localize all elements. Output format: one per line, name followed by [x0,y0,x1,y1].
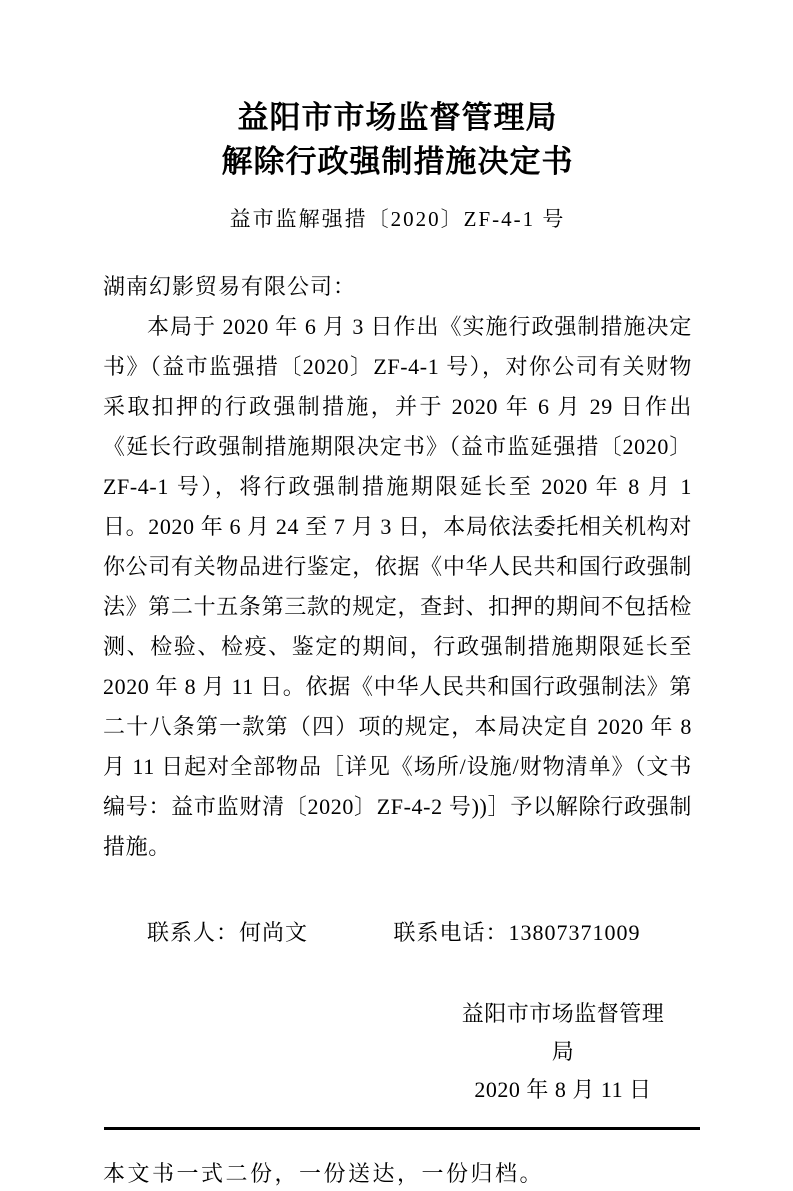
document-title [103,96,692,184]
contact-line [103,913,692,953]
document-number: 益市监解强措〔2020〕ZF-4-1 号 [229,207,566,231]
signature-block [451,995,675,1109]
contact-phone: 联系电话：13807371009 [393,920,641,945]
signature-date: 2020 年 8 月 11 日 [474,1077,652,1102]
signature-org: 益阳市市场监督管理局 [461,1001,665,1064]
contact-person: 联系人：何尚文 [147,920,309,945]
footer-divider [104,1127,700,1130]
body-paragraph: 本局于 2020 年 6 月 3 日作出《实施行政强制措施决定书》（益市监强措〔2020〕ZF-4-1 号），对你公司有关财物采取扣押的行政强制措施，并于 2020 年 6 月 29 日作出《延长行政强制措施期限决定书》（益市监延强措〔2020〕ZF-4-1 号），将行政强制措施期限延长至 2020 年 8 月 1 日。2020 年 6 月 24 至 7 月 3 日，本局依法委托相关机构对你公司有关物品进行鉴定，依据《中华人民共和国行政强制法》第二十五条第三款的规定，查封、扣押的期间不包括检测、检验、检疫、鉴定的期间，行政强制措施期限延长至 2020 年 8 月 11 日。依据《中华人民共和国行政强制法》第二十八条第一款第（四）项的规定，本局决定自 2020 年 8 月 11 日起对全部物品［详见《场所/设施/财物清单》（文书编号：益市监财清〔2020〕ZF-4-2 号))］予以解除行政强制措施。 [103,314,692,859]
footer-note: 本文书一式二份，一份送达，一份归档。 [103,1161,545,1186]
document-title-line2: 解除行政强制措施决定书 [221,144,574,179]
addressee: 湖南幻影贸易有限公司： [103,274,357,299]
document-title-line1: 益阳市市场监督管理局 [237,100,558,135]
